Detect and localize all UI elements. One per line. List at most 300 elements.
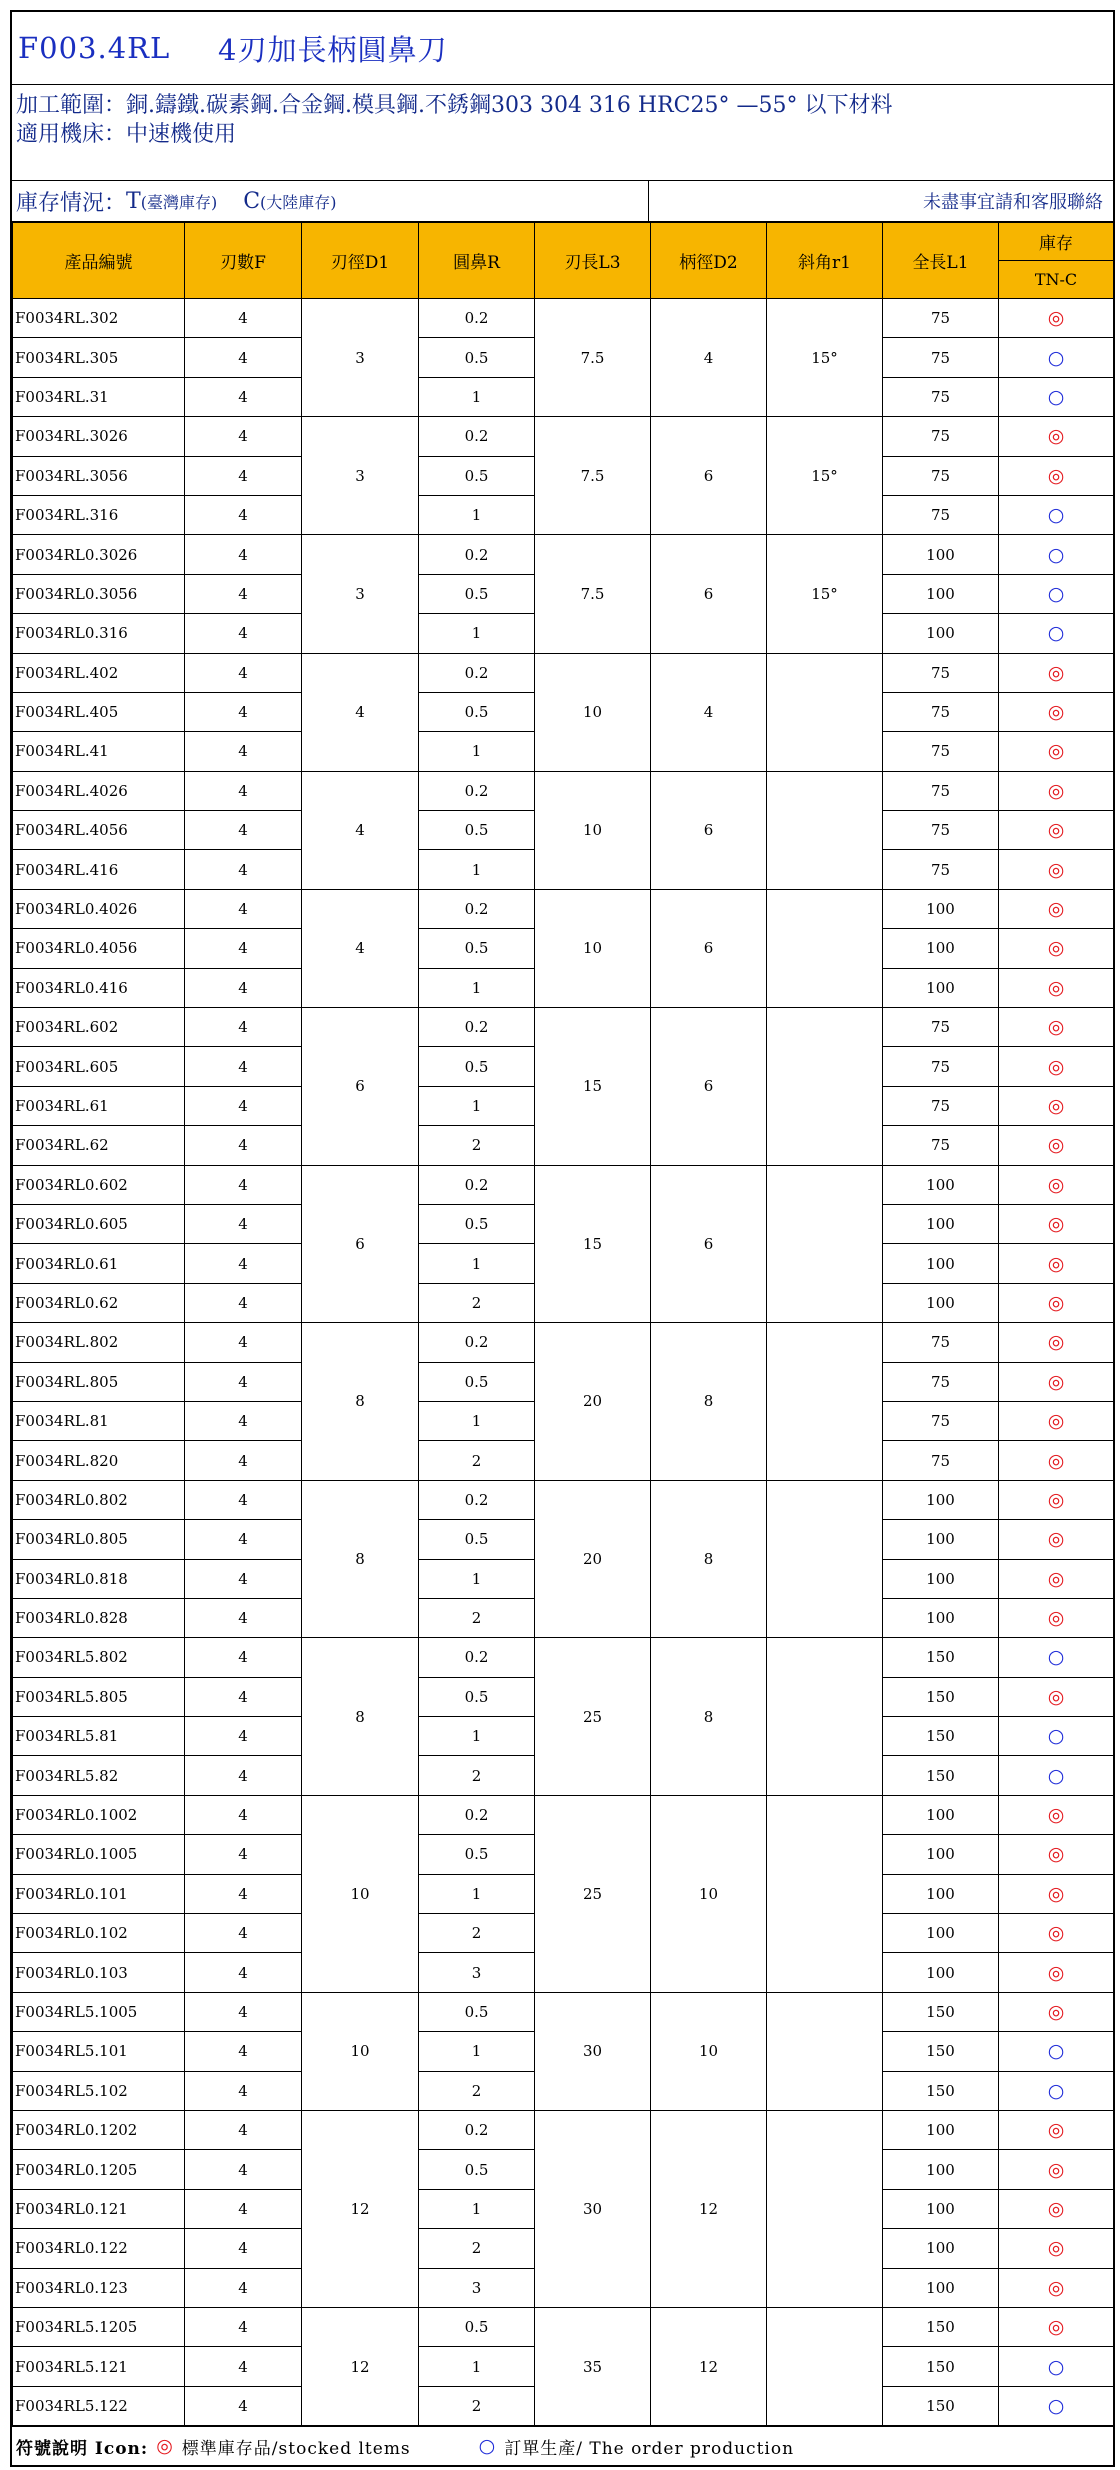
r-cell: 2 bbox=[419, 1283, 535, 1322]
l1-cell: 150 bbox=[883, 2071, 999, 2110]
product-code-cell: F0034RL5.82 bbox=[13, 1756, 185, 1795]
stocked-symbol-icon: ◎ bbox=[1047, 1291, 1065, 1314]
flutes-cell: 4 bbox=[185, 2150, 302, 2189]
flutes-cell: 4 bbox=[185, 2110, 302, 2149]
l1-cell: 75 bbox=[883, 692, 999, 731]
header-taper: 斜角r1 bbox=[767, 223, 883, 299]
l3-cell: 10 bbox=[535, 771, 651, 889]
r-cell: 0.2 bbox=[419, 1638, 535, 1677]
flutes-cell: 4 bbox=[185, 1204, 302, 1243]
stocked-symbol-icon: ◎ bbox=[1047, 1922, 1065, 1945]
r-cell: 0.5 bbox=[419, 929, 535, 968]
machining-range: 加工範圍：銅.鑄鐵.碳素鋼.合金鋼.模具鋼.不銹鋼303 304 316 HRC25° —55° 以下材料 bbox=[16, 93, 893, 118]
l3-cell: 10 bbox=[535, 889, 651, 1007]
header-flutes: 刃數F bbox=[185, 223, 302, 299]
stock-c-note: (大陸庫存) bbox=[260, 192, 337, 212]
d2-cell: 4 bbox=[651, 299, 767, 417]
flutes-cell: 4 bbox=[185, 850, 302, 889]
stock-cell bbox=[999, 1283, 1114, 1322]
r-cell: 0.5 bbox=[419, 2307, 535, 2346]
product-code-cell: F0034RL5.121 bbox=[13, 2347, 185, 2386]
stocked-symbol-icon: ◎ bbox=[1047, 1488, 1065, 1511]
r-cell: 0.5 bbox=[419, 1047, 535, 1086]
flutes-cell: 4 bbox=[185, 2386, 302, 2425]
header-r: 圓鼻R bbox=[419, 223, 535, 299]
taper-cell bbox=[767, 771, 883, 889]
r-cell: 0.2 bbox=[419, 1323, 535, 1362]
flutes-cell: 4 bbox=[185, 1874, 302, 1913]
order-symbol-icon: ○ bbox=[1047, 543, 1065, 566]
l1-cell: 100 bbox=[883, 1835, 999, 1874]
d1-cell: 12 bbox=[302, 2307, 419, 2425]
product-code-cell: F0034RL.31 bbox=[13, 377, 185, 416]
l1-cell: 100 bbox=[883, 968, 999, 1007]
product-code-cell: F0034RL5.1005 bbox=[13, 1992, 185, 2031]
r-cell: 1 bbox=[419, 1244, 535, 1283]
flutes-cell: 4 bbox=[185, 614, 302, 653]
product-code-cell: F0034RL5.101 bbox=[13, 2032, 185, 2071]
r-cell: 1 bbox=[419, 2032, 535, 2071]
flutes-cell: 4 bbox=[185, 1953, 302, 1992]
product-code-cell: F0034RL.402 bbox=[13, 653, 185, 692]
stock-status bbox=[12, 181, 649, 221]
stock-cell bbox=[999, 1559, 1114, 1598]
l3-cell: 35 bbox=[535, 2307, 651, 2425]
stock-cell bbox=[999, 1323, 1114, 1362]
l3-cell: 25 bbox=[535, 1638, 651, 1796]
contact-note: 未盡事宜請和客服聯絡 bbox=[923, 192, 1103, 213]
stocked-symbol-icon: ◎ bbox=[1047, 2119, 1065, 2142]
stock-cell bbox=[999, 1717, 1114, 1756]
l3-cell: 7.5 bbox=[535, 417, 651, 535]
d1-cell: 3 bbox=[302, 417, 419, 535]
table-row bbox=[13, 1165, 1114, 1204]
product-code-cell: F0034RL.820 bbox=[13, 1441, 185, 1480]
stock-cell bbox=[999, 1086, 1114, 1125]
flutes-cell: 4 bbox=[185, 889, 302, 928]
l1-cell: 150 bbox=[883, 1677, 999, 1716]
r-cell: 0.2 bbox=[419, 889, 535, 928]
legend-stocked-text: 標準庫存品/stocked ltems bbox=[181, 2438, 411, 2459]
stock-cell bbox=[999, 850, 1114, 889]
flutes-cell: 4 bbox=[185, 1795, 302, 1834]
stocked-symbol-icon: ◎ bbox=[1047, 937, 1065, 960]
flutes-cell: 4 bbox=[185, 456, 302, 495]
order-symbol-icon: ○ bbox=[1047, 622, 1065, 645]
r-cell: 0.2 bbox=[419, 1795, 535, 1834]
l1-cell: 100 bbox=[883, 1795, 999, 1834]
r-cell: 3 bbox=[419, 1953, 535, 1992]
stock-cell bbox=[999, 495, 1114, 534]
l1-cell: 150 bbox=[883, 1992, 999, 2031]
stock-cell bbox=[999, 1244, 1114, 1283]
stock-cell bbox=[999, 417, 1114, 456]
flutes-cell: 4 bbox=[185, 968, 302, 1007]
legend-lead: 符號說明 Icon: bbox=[16, 2438, 149, 2459]
r-cell: 0.5 bbox=[419, 338, 535, 377]
l1-cell: 75 bbox=[883, 1086, 999, 1125]
stocked-symbol-icon: ◎ bbox=[1047, 779, 1065, 802]
table-row bbox=[13, 1992, 1114, 2031]
l3-cell: 20 bbox=[535, 1480, 651, 1638]
product-code-cell: F0034RL5.802 bbox=[13, 1638, 185, 1677]
stocked-symbol-icon: ◎ bbox=[1047, 976, 1065, 999]
table-row bbox=[13, 1638, 1114, 1677]
flutes-cell: 4 bbox=[185, 1323, 302, 1362]
product-code-cell: F0034RL0.1205 bbox=[13, 2150, 185, 2189]
stock-cell bbox=[999, 2110, 1114, 2149]
r-cell: 0.2 bbox=[419, 2110, 535, 2149]
l3-cell: 30 bbox=[535, 1992, 651, 2110]
flutes-cell: 4 bbox=[185, 2307, 302, 2346]
l1-cell: 75 bbox=[883, 653, 999, 692]
flutes-cell: 4 bbox=[185, 929, 302, 968]
flutes-cell: 4 bbox=[185, 574, 302, 613]
order-symbol-icon: ○ bbox=[1047, 504, 1065, 527]
l1-cell: 75 bbox=[883, 1401, 999, 1440]
l3-cell: 7.5 bbox=[535, 535, 651, 653]
stock-cell bbox=[999, 1874, 1114, 1913]
r-cell: 1 bbox=[419, 495, 535, 534]
stock-cell bbox=[999, 1598, 1114, 1637]
r-cell: 0.2 bbox=[419, 1008, 535, 1047]
r-cell: 1 bbox=[419, 377, 535, 416]
flutes-cell: 4 bbox=[185, 338, 302, 377]
d1-cell: 3 bbox=[302, 299, 419, 417]
r-cell: 0.5 bbox=[419, 1992, 535, 2031]
r-cell: 2 bbox=[419, 1441, 535, 1480]
flutes-cell: 4 bbox=[185, 299, 302, 338]
stock-cell bbox=[999, 1126, 1114, 1165]
r-cell: 0.5 bbox=[419, 1677, 535, 1716]
stock-cell bbox=[999, 1795, 1114, 1834]
flutes-cell: 4 bbox=[185, 653, 302, 692]
l1-cell: 75 bbox=[883, 811, 999, 850]
l1-cell: 100 bbox=[883, 2229, 999, 2268]
l1-cell: 100 bbox=[883, 2268, 999, 2307]
l1-cell: 150 bbox=[883, 2032, 999, 2071]
flutes-cell: 4 bbox=[185, 2229, 302, 2268]
flutes-cell: 4 bbox=[185, 1992, 302, 2031]
stock-cell bbox=[999, 1953, 1114, 1992]
flutes-cell: 4 bbox=[185, 1598, 302, 1637]
r-cell: 2 bbox=[419, 1914, 535, 1953]
stocked-symbol-icon: ◎ bbox=[1047, 1016, 1065, 1039]
d2-cell: 8 bbox=[651, 1638, 767, 1796]
header-d2: 柄徑D2 bbox=[651, 223, 767, 299]
product-code-cell: F0034RL0.62 bbox=[13, 1283, 185, 1322]
r-cell: 1 bbox=[419, 614, 535, 653]
stock-cell bbox=[999, 2268, 1114, 2307]
flutes-cell: 4 bbox=[185, 1717, 302, 1756]
taper-cell bbox=[767, 1165, 883, 1323]
l1-cell: 150 bbox=[883, 2347, 999, 2386]
flutes-cell: 4 bbox=[185, 2032, 302, 2071]
stocked-symbol-icon: ◎ bbox=[1047, 2158, 1065, 2181]
product-code-cell: F0034RL0.101 bbox=[13, 1874, 185, 1913]
stocked-symbol-icon: ◎ bbox=[1047, 1449, 1065, 1472]
stock-cell bbox=[999, 732, 1114, 771]
d2-cell: 8 bbox=[651, 1480, 767, 1638]
l1-cell: 150 bbox=[883, 1717, 999, 1756]
table-row bbox=[13, 1795, 1114, 1834]
l1-cell: 100 bbox=[883, 1953, 999, 1992]
order-symbol-icon: ○ bbox=[1047, 1764, 1065, 1787]
table-row bbox=[13, 1480, 1114, 1519]
stock-cell bbox=[999, 1401, 1114, 1440]
stock-cell bbox=[999, 1835, 1114, 1874]
stocked-symbol-icon: ◎ bbox=[1047, 1213, 1065, 1236]
stock-cell bbox=[999, 1520, 1114, 1559]
r-cell: 0.5 bbox=[419, 692, 535, 731]
taper-cell bbox=[767, 1323, 883, 1481]
r-cell: 1 bbox=[419, 1874, 535, 1913]
stock-cell bbox=[999, 2347, 1114, 2386]
stock-cell bbox=[999, 2189, 1114, 2228]
flutes-cell: 4 bbox=[185, 417, 302, 456]
l1-cell: 150 bbox=[883, 1756, 999, 1795]
product-sheet bbox=[10, 10, 1115, 2467]
stocked-symbol-icon: ◎ bbox=[1047, 1134, 1065, 1157]
product-code-cell: F0034RL.316 bbox=[13, 495, 185, 534]
product-code-cell: F0034RL0.122 bbox=[13, 2229, 185, 2268]
flutes-cell: 4 bbox=[185, 732, 302, 771]
order-symbol-icon: ○ bbox=[1047, 1646, 1065, 1669]
product-code-cell: F0034RL.41 bbox=[13, 732, 185, 771]
product-series-name: 4刃加長柄圓鼻刀 bbox=[218, 32, 448, 67]
flutes-cell: 4 bbox=[185, 1401, 302, 1440]
l1-cell: 75 bbox=[883, 850, 999, 889]
l1-cell: 75 bbox=[883, 1047, 999, 1086]
flutes-cell: 4 bbox=[185, 1165, 302, 1204]
d1-cell: 10 bbox=[302, 1992, 419, 2110]
flutes-cell: 4 bbox=[185, 1441, 302, 1480]
product-code-cell: F0034RL0.1005 bbox=[13, 1835, 185, 1874]
flutes-cell: 4 bbox=[185, 535, 302, 574]
stock-cell bbox=[999, 2032, 1114, 2071]
stocked-symbol-icon: ◎ bbox=[1047, 898, 1065, 921]
r-cell: 2 bbox=[419, 1598, 535, 1637]
stocked-symbol-icon: ◎ bbox=[1047, 2000, 1065, 2023]
product-code-cell: F0034RL.802 bbox=[13, 1323, 185, 1362]
taper-cell bbox=[767, 653, 883, 771]
l1-cell: 75 bbox=[883, 1323, 999, 1362]
d2-cell: 8 bbox=[651, 1323, 767, 1481]
d1-cell: 8 bbox=[302, 1480, 419, 1638]
stocked-symbol-icon: ◎ bbox=[1047, 740, 1065, 763]
stock-cell bbox=[999, 574, 1114, 613]
flutes-cell: 4 bbox=[185, 1126, 302, 1165]
product-code-cell: F0034RL0.1002 bbox=[13, 1795, 185, 1834]
stocked-symbol-icon: ◎ bbox=[1047, 1331, 1065, 1354]
product-code-cell: F0034RL.305 bbox=[13, 338, 185, 377]
table-row bbox=[13, 653, 1114, 692]
l3-cell: 30 bbox=[535, 2110, 651, 2307]
table-body bbox=[13, 299, 1114, 2426]
stock-cell bbox=[999, 811, 1114, 850]
product-code-cell: F0034RL0.416 bbox=[13, 968, 185, 1007]
r-cell: 1 bbox=[419, 732, 535, 771]
d2-cell: 6 bbox=[651, 771, 767, 889]
stocked-symbol-icon: ◎ bbox=[1047, 1843, 1065, 1866]
r-cell: 1 bbox=[419, 1401, 535, 1440]
r-cell: 0.2 bbox=[419, 1480, 535, 1519]
stocked-symbol-icon: ◎ bbox=[1047, 1804, 1065, 1827]
d2-cell: 4 bbox=[651, 653, 767, 771]
l1-cell: 75 bbox=[883, 456, 999, 495]
flutes-cell: 4 bbox=[185, 2268, 302, 2307]
flutes-cell: 4 bbox=[185, 1835, 302, 1874]
product-series-code: F003.4RL bbox=[18, 31, 171, 65]
table-row bbox=[13, 771, 1114, 810]
stocked-symbol-icon: ◎ bbox=[1047, 1410, 1065, 1433]
stocked-symbol-icon: ◎ bbox=[1047, 819, 1065, 842]
d1-cell: 10 bbox=[302, 1795, 419, 1992]
r-cell: 0.5 bbox=[419, 1204, 535, 1243]
stock-label: 庫存情況： bbox=[16, 190, 127, 216]
stocked-symbol-icon: ◎ bbox=[1047, 1528, 1065, 1551]
d1-cell: 3 bbox=[302, 535, 419, 653]
stocked-symbol-icon: ◎ bbox=[1047, 1055, 1065, 1078]
stocked-symbol-icon: ◎ bbox=[1047, 1095, 1065, 1117]
table-row bbox=[13, 1323, 1114, 1362]
stock-cell bbox=[999, 2307, 1114, 2346]
taper-cell bbox=[767, 1480, 883, 1638]
stock-cell bbox=[999, 1008, 1114, 1047]
l3-cell: 10 bbox=[535, 653, 651, 771]
stocked-symbol-icon: ◎ bbox=[1047, 1882, 1065, 1905]
l1-cell: 75 bbox=[883, 1008, 999, 1047]
d2-cell: 12 bbox=[651, 2307, 767, 2425]
stocked-symbol-icon: ◎ bbox=[1047, 464, 1065, 487]
l1-cell: 150 bbox=[883, 1638, 999, 1677]
l1-cell: 75 bbox=[883, 338, 999, 377]
r-cell: 2 bbox=[419, 1756, 535, 1795]
stock-cell bbox=[999, 1204, 1114, 1243]
flutes-cell: 4 bbox=[185, 495, 302, 534]
l3-cell: 20 bbox=[535, 1323, 651, 1481]
d1-cell: 8 bbox=[302, 1638, 419, 1796]
stock-cell bbox=[999, 1165, 1114, 1204]
l1-cell: 100 bbox=[883, 889, 999, 928]
stock-cell bbox=[999, 968, 1114, 1007]
d2-cell: 6 bbox=[651, 535, 767, 653]
r-cell: 0.5 bbox=[419, 456, 535, 495]
table-row bbox=[13, 2110, 1114, 2149]
l1-cell: 100 bbox=[883, 2189, 999, 2228]
stock-cell bbox=[999, 771, 1114, 810]
l1-cell: 75 bbox=[883, 1126, 999, 1165]
l1-cell: 100 bbox=[883, 1914, 999, 1953]
flutes-cell: 4 bbox=[185, 1362, 302, 1401]
flutes-cell: 4 bbox=[185, 1283, 302, 1322]
flutes-cell: 4 bbox=[185, 1086, 302, 1125]
l1-cell: 75 bbox=[883, 732, 999, 771]
product-code-cell: F0034RL.602 bbox=[13, 1008, 185, 1047]
product-code-cell: F0034RL0.802 bbox=[13, 1480, 185, 1519]
taper-cell bbox=[767, 1638, 883, 1796]
stocked-symbol-icon: ◎ bbox=[1047, 1173, 1065, 1196]
l3-cell: 15 bbox=[535, 1008, 651, 1166]
taper-cell: 15° bbox=[767, 535, 883, 653]
stock-cell bbox=[999, 1638, 1114, 1677]
d2-cell: 6 bbox=[651, 1008, 767, 1166]
order-symbol-icon: ○ bbox=[1047, 385, 1065, 408]
stock-cell bbox=[999, 1362, 1114, 1401]
product-code-cell: F0034RL0.123 bbox=[13, 2268, 185, 2307]
stock-c-code: C bbox=[243, 188, 261, 214]
product-code-cell: F0034RL0.102 bbox=[13, 1914, 185, 1953]
product-code-cell: F0034RL0.4026 bbox=[13, 889, 185, 928]
l1-cell: 75 bbox=[883, 495, 999, 534]
flutes-cell: 4 bbox=[185, 811, 302, 850]
r-cell: 0.5 bbox=[419, 1835, 535, 1874]
table-row bbox=[13, 299, 1114, 338]
stock-cell bbox=[999, 1756, 1114, 1795]
stocked-symbol-icon: ◎ bbox=[1047, 661, 1065, 684]
r-cell: 1 bbox=[419, 1717, 535, 1756]
header-stock-sub: TN-C bbox=[999, 261, 1114, 299]
stock-cell bbox=[999, 2386, 1114, 2425]
r-cell: 0.2 bbox=[419, 653, 535, 692]
product-code-cell: F0034RL0.103 bbox=[13, 1953, 185, 1992]
legend bbox=[12, 2426, 1113, 2465]
stocked-symbol-icon: ◎ bbox=[1047, 1607, 1065, 1630]
flutes-cell: 4 bbox=[185, 1480, 302, 1519]
table-row bbox=[13, 889, 1114, 928]
r-cell: 2 bbox=[419, 1126, 535, 1165]
flutes-cell: 4 bbox=[185, 1677, 302, 1716]
stocked-symbol-icon: ◎ bbox=[1047, 1567, 1065, 1590]
l1-cell: 100 bbox=[883, 1874, 999, 1913]
product-code-cell: F0034RL5.1205 bbox=[13, 2307, 185, 2346]
d2-cell: 6 bbox=[651, 1165, 767, 1323]
l1-cell: 100 bbox=[883, 1283, 999, 1322]
l1-cell: 150 bbox=[883, 2307, 999, 2346]
d2-cell: 6 bbox=[651, 417, 767, 535]
header-d1: 刃徑D1 bbox=[302, 223, 419, 299]
stocked-symbol-icon: ◎ bbox=[1047, 1252, 1065, 1275]
l1-cell: 75 bbox=[883, 417, 999, 456]
stocked-symbol-icon: ◎ bbox=[1047, 2276, 1065, 2299]
order-symbol-icon: ○ bbox=[1047, 2355, 1065, 2378]
r-cell: 2 bbox=[419, 2229, 535, 2268]
product-code-cell: F0034RL.405 bbox=[13, 692, 185, 731]
stocked-symbol-icon: ◎ bbox=[1047, 1370, 1065, 1393]
title-bar bbox=[12, 12, 1113, 85]
header-l3: 刃長L3 bbox=[535, 223, 651, 299]
product-code-cell: F0034RL.805 bbox=[13, 1362, 185, 1401]
r-cell: 0.2 bbox=[419, 1165, 535, 1204]
l1-cell: 75 bbox=[883, 771, 999, 810]
r-cell: 1 bbox=[419, 2189, 535, 2228]
stock-cell bbox=[999, 929, 1114, 968]
flutes-cell: 4 bbox=[185, 2071, 302, 2110]
flutes-cell: 4 bbox=[185, 1008, 302, 1047]
l1-cell: 100 bbox=[883, 535, 999, 574]
r-cell: 0.5 bbox=[419, 811, 535, 850]
l1-cell: 100 bbox=[883, 1520, 999, 1559]
l1-cell: 100 bbox=[883, 1559, 999, 1598]
product-code-cell: F0034RL0.3056 bbox=[13, 574, 185, 613]
header-l1: 全長L1 bbox=[883, 223, 999, 299]
l1-cell: 75 bbox=[883, 299, 999, 338]
table-row bbox=[13, 535, 1114, 574]
r-cell: 3 bbox=[419, 2268, 535, 2307]
l1-cell: 100 bbox=[883, 1480, 999, 1519]
product-code-cell: F0034RL.302 bbox=[13, 299, 185, 338]
stock-cell bbox=[999, 2071, 1114, 2110]
